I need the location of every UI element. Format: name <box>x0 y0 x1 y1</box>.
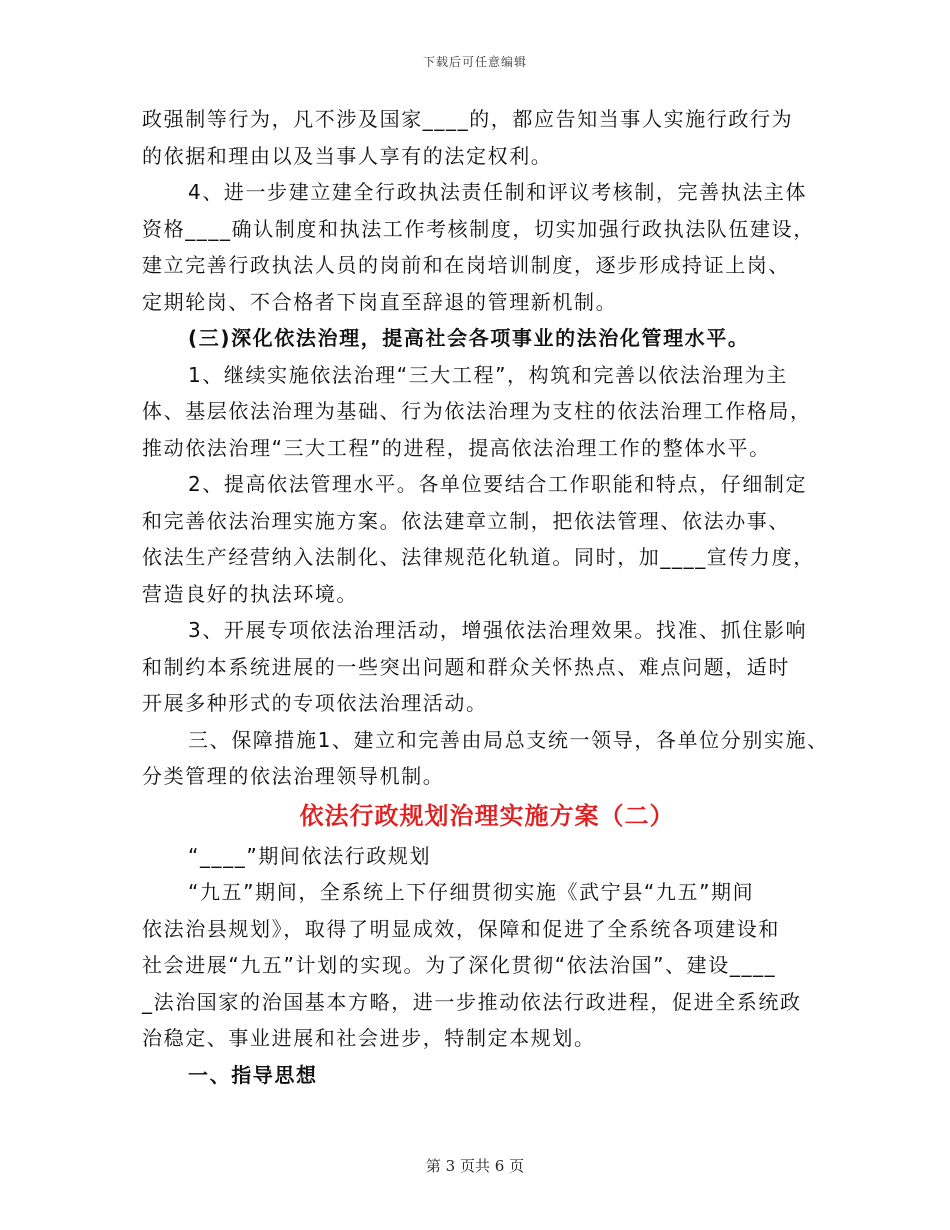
text-line: 推动依法治理“三大工程”的进程，提高依法治理工作的整体水平。 <box>142 435 771 460</box>
text-line: 4、进一步建立建全行政执法责任制和评议考核制，完善执法主体 <box>188 180 808 204</box>
text-line: 定期轮岗、不合格者下岗直至辞退的管理新机制。 <box>142 289 618 314</box>
text-line: 的依据和理由以及当事人享有的法定权利。 <box>142 143 553 168</box>
text-line: 社会进展“九五”计划的实现。为了深化贯彻“依法治国”、建设____ <box>142 953 777 977</box>
text-line: 和完善依法治理实施方案。依法建章立制，把依法管理、依法办事、 <box>142 508 790 533</box>
text-line: 2、提高依法管理水平。各单位要结合工作职能和特点，仔细制定 <box>188 472 808 496</box>
text-line: 建立完善行政执法人员的岗前和在岗培训制度，逐步形成持证上岗、 <box>142 253 790 277</box>
text-line: 治稳定、事业进展和社会进步，特制定本规划。 <box>142 1026 596 1050</box>
page-header-note: 下载后可任意编辑 <box>422 55 527 69</box>
text-line: 分类管理的依法治理领导机制。 <box>142 764 445 788</box>
text-line: 依法治县规划》，取得了明显成效，保障和促进了全系统各项建设和 <box>142 916 780 941</box>
page-number: 第 3 页共 6 页 <box>425 1157 525 1175</box>
text-line: 依法生产经营纳入法制化、法律规范化轨道。同时，加____宣传力度， <box>142 545 815 569</box>
text-line: 开展多种形式的专项依法治理活动。 <box>142 691 488 715</box>
text-line: _法治国家的治国基本方略，进一步推动依法行政进程，促进全系统政 <box>142 989 802 1014</box>
section-heading: 一、指导思想 <box>188 1062 318 1087</box>
text-line: 政强制等行为，凡不涉及国家____的，都应告知当事人实施行政行为 <box>142 107 794 131</box>
text-line: “____”期间依法行政规划 <box>188 843 432 868</box>
text-line: 三、保障措施1、建立和完善由局总支统一领导，各单位分别实施、 <box>188 727 829 752</box>
text-line: 体、基层依法治理为基础、行为依法治理为支柱的依法治理工作格局， <box>142 399 812 423</box>
text-line: 3、开展专项依法治理活动，增强依法治理效果。找准、抓住影响 <box>188 618 808 642</box>
text-line: 营造良好的执法环境。 <box>142 581 358 606</box>
text-line: 资格____确认制度和执法工作考核制度，切实加强行政执法队伍建设， <box>142 216 815 241</box>
text-line: 1、继续实施依法治理“三大工程”，构筑和完善以依法治理为主 <box>188 362 788 387</box>
document-title: 依法行政规划治理实施方案（二） <box>299 801 675 830</box>
section-heading: (三)深化依法治理，提高社会各项事业的法治化管理水平。 <box>188 326 750 350</box>
text-line: 和制约本系统进展的一些突出问题和群众关怀热点、难点问题，适时 <box>142 654 790 679</box>
text-line: “九五”期间，全系统上下仔细贯彻实施《武宁县“九五”期间 <box>188 880 755 904</box>
document-body <box>142 101 832 1093</box>
